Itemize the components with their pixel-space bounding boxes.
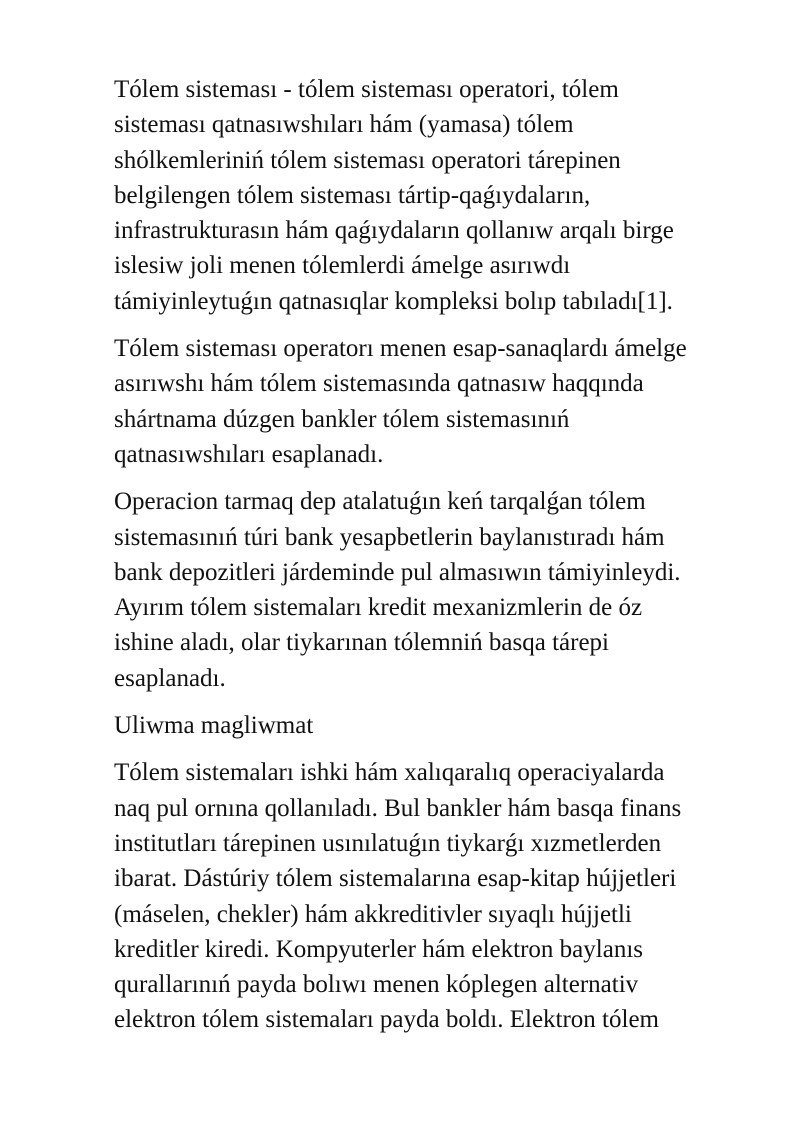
text-line: támiyinleytuǵın qatnasıqlar kompleksi bolıp tabıladı[1].: [114, 287, 673, 315]
text-line: Tólem sisteması operatorı menen esap-sanaqlardı ámelge: [114, 335, 687, 363]
document-body: [114, 72, 734, 1050]
paragraph-definition: [114, 72, 734, 319]
text-line: (máselen, chekler) hám akkreditivler sıyaqlı hújjetli: [114, 900, 632, 928]
text-line: naq pul ornına qollanıladı. Bul bankler hám basqa finans: [114, 794, 682, 822]
text-line: qurallarınıń payda bolıwı menen kóplegen alternativ: [114, 971, 639, 999]
text-line: esaplanadı.: [114, 664, 226, 692]
text-line: asırıwshı hám tólem sistemasında qatnasıw haqqında: [114, 370, 644, 398]
text-line: institutları tárepinen usınılatuǵın tiykarǵı xızmetlerden: [114, 829, 662, 857]
text-line: Operacion tarmaq dep atalatuǵın keń tarqalǵan tólem: [114, 488, 646, 516]
text-line: infrastrukturasın hám qaǵıydaların qollanıw arqalı birge: [114, 217, 674, 245]
text-line: Tólem sisteması - tólem sisteması operatori, tólem: [114, 76, 619, 103]
paragraph-participants: [114, 331, 734, 472]
text-line: islesiw joli menen tólemlerdi ámelge asırıwdı: [114, 252, 571, 280]
text-line: shólkemleriniń tólem sisteması operatori tárepinen: [114, 146, 621, 174]
text-line: elektron tólem sistemaları payda boldı. Elektron tólem: [114, 1006, 659, 1034]
paragraph-general-info: [114, 755, 734, 1037]
text-line: shártnama dúzgen bankler tólem sistemasınıń: [114, 405, 570, 433]
section-heading: [114, 708, 734, 743]
text-line: bank depozitleri járdeminde pul almasıwın támiyinleydi.: [114, 558, 681, 586]
text-line: Ayırım tólem sistemaları kredit mexanizmlerin de óz: [114, 594, 643, 622]
text-line: kreditler kiredi. Kompyuterler hám elektron baylanıs: [114, 935, 643, 963]
text-line: sistemasınıń túri bank yesapbetlerin baylanıstıradı hám: [114, 523, 665, 551]
text-line: qatnasıwshıları esaplanadı.: [114, 440, 384, 468]
paragraph-operational-network: [114, 484, 734, 696]
heading-text: Uliwma magliwmat: [114, 712, 314, 740]
text-line: ishine aladı, olar tiykarınan tólemniń basqa tárepi: [114, 629, 609, 657]
text-line: sisteması qatnasıwshıları hám (yamasa) tólem: [114, 111, 574, 139]
text-line: ibarat. Dástúriy tólem sistemalarına esap-kitap hújjetleri: [114, 865, 677, 893]
text-line: Tólem sistemaları ishki hám xalıqaralıq operaciyalarda: [114, 759, 665, 787]
text-line: belgilengen tólem sisteması tártip-qaǵıydaların,: [114, 181, 591, 209]
